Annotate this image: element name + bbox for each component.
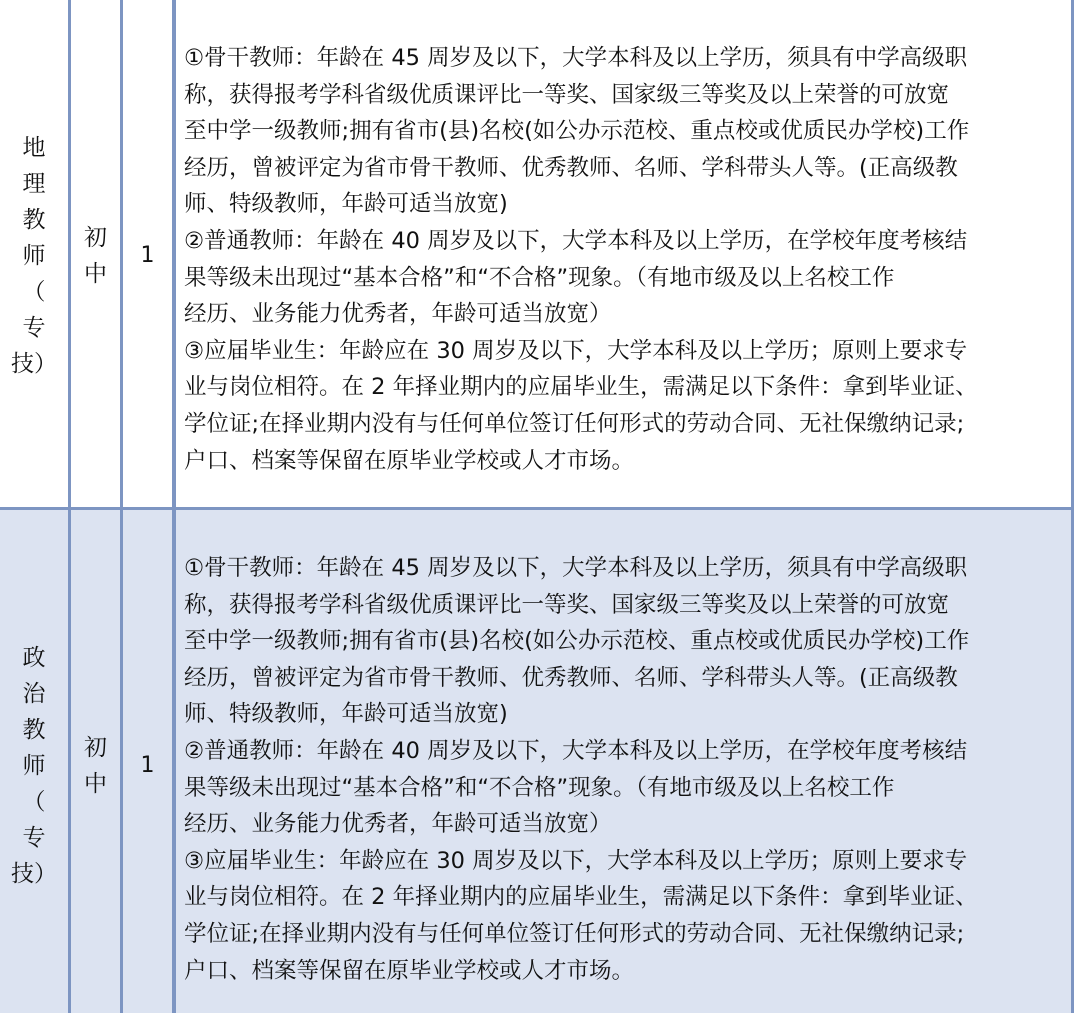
requirement-line: 经历，曾被评定为省市骨干教师、优秀教师、名师、学科带头人等。(正高级教	[184, 154, 958, 181]
requirement-line: 称，获得报考学科省级优质课评比一等奖、国家级三等奖及以上荣誉的可放宽	[184, 591, 950, 618]
requirement-line: 经历、业务能力优秀者，年龄可适当放宽）	[184, 301, 612, 328]
requirement-line: 师、特级教师，年龄可适当放宽)	[184, 191, 508, 218]
requirement-line: 师、特级教师，年龄可适当放宽)	[184, 701, 508, 728]
requirement-line: 果等级未出现过“基本合格”和“不合格”现象。（有地市级及以上名校工作	[184, 774, 895, 801]
requirement-line: ②普通教师：年龄在 40 周岁及以下，大学本科及以上学历，在学校年度考核结	[184, 737, 968, 764]
requirement-line: ②普通教师：年龄在 40 周岁及以下，大学本科及以上学历，在学校年度考核结	[184, 227, 968, 254]
school-level-cell	[71, 507, 123, 1013]
school-level: 初 中	[84, 225, 107, 287]
requirement-line: 学位证;在择业期内没有与任何单位签订任何形式的劳动合同、无社保缴纳记录;	[184, 410, 965, 437]
requirement-line: 经历，曾被评定为省市骨干教师、优秀教师、名师、学科带头人等。(正高级教	[184, 664, 958, 691]
requirement-line: 业与岗位相符。在 2 年择业期内的应届毕业生，需满足以下条件：拿到毕业证、	[184, 884, 978, 911]
school-level: 初 中	[84, 735, 107, 797]
subject-name: 政 治 教 师 （ 专 技）	[11, 645, 57, 887]
headcount: 1	[140, 753, 155, 778]
requirement-line: 至中学一级教师;拥有省市(县)名校(如公办示范校、重点校或优质民办学校)工作	[184, 628, 970, 655]
requirement-line: 至中学一级教师;拥有省市(县)名校(如公办示范校、重点校或优质民办学校)工作	[184, 118, 970, 145]
requirements-text	[184, 40, 1064, 479]
requirement-line: ①骨干教师：年龄在 45 周岁及以下，大学本科及以上学历，须具有中学高级职	[184, 45, 968, 71]
requirement-line: 户口、档案等保留在原毕业学校或人才市场。	[184, 957, 635, 984]
headcount-cell	[123, 507, 175, 1013]
requirements-text	[184, 550, 1064, 989]
requirements-cell	[175, 0, 1074, 507]
requirement-line: 果等级未出现过“基本合格”和“不合格”现象。（有地市级及以上名校工作	[184, 264, 895, 291]
requirement-line: 业与岗位相符。在 2 年择业期内的应届毕业生，需满足以下条件：拿到毕业证、	[184, 374, 978, 401]
headcount: 1	[140, 243, 155, 268]
subject-name: 地 理 教 师 （ 专 技）	[11, 135, 57, 377]
requirement-line: 经历、业务能力优秀者，年龄可适当放宽）	[184, 811, 612, 838]
table-row-politics	[0, 507, 1074, 1013]
requirement-line: ③应届毕业生：年龄应在 30 周岁及以下，大学本科及以上学历；原则上要求专	[184, 847, 968, 874]
requirement-line: ③应届毕业生：年龄应在 30 周岁及以下，大学本科及以上学历；原则上要求专	[184, 337, 968, 364]
requirement-line: 学位证;在择业期内没有与任何单位签订任何形式的劳动合同、无社保缴纳记录;	[184, 920, 965, 947]
requirement-line: 称，获得报考学科省级优质课评比一等奖、国家级三等奖及以上荣誉的可放宽	[184, 81, 950, 108]
school-level-cell	[71, 0, 123, 507]
headcount-cell	[123, 0, 175, 507]
requirement-line: ①骨干教师：年龄在 45 周岁及以下，大学本科及以上学历，须具有中学高级职	[184, 555, 968, 581]
requirements-cell	[175, 507, 1074, 1013]
requirement-line: 户口、档案等保留在原毕业学校或人才市场。	[184, 447, 635, 474]
subject-cell	[0, 507, 71, 1013]
subject-cell	[0, 0, 71, 507]
